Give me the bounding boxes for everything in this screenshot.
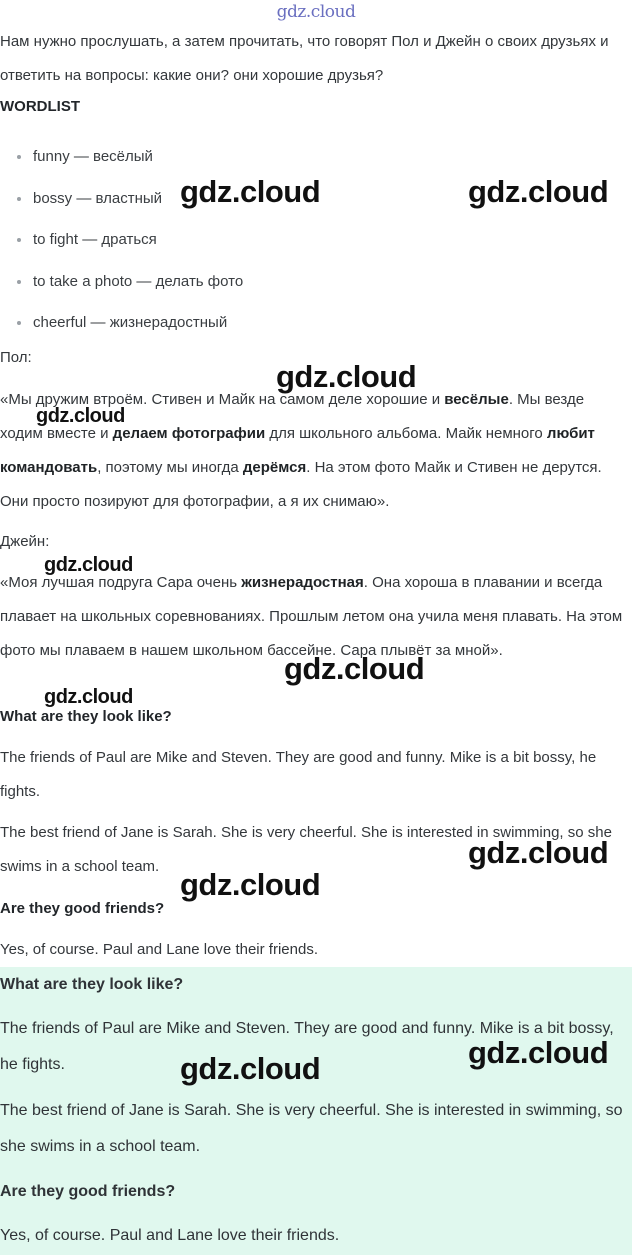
bullet-icon <box>17 238 21 242</box>
watermark: gdz.cloud <box>468 1035 609 1070</box>
wordlist-title: WORDLIST <box>0 98 80 115</box>
watermark: gdz.cloud <box>44 686 133 708</box>
watermark: gdz.cloud <box>180 1051 321 1086</box>
paul-text: «Мы дружим втроём. Стивен и Майк на самом деле хорошие и весёлые. Мы везде ходим вместе и делаем фотографии для школьного альбома. Майк немного любит командовать, поэтому мы иногда дерёмся. На этом фото Майк и Стивен не дерутся. Они просто позируют для фотографии, а я их снимаю». <box>0 391 602 510</box>
answer-jane-friend: The best friend of Jane is Sarah. She is very cheerful. She is interested in swimming, so she swims in a school team. <box>0 824 612 875</box>
answer-jane-friend: The best friend of Jane is Sarah. She is very cheerful. She is interested in swimming, so she swims in a school team. <box>0 1102 623 1155</box>
answer-highlight-block <box>0 967 632 1255</box>
intro-text: Нам нужно прослушать, а затем прочитать, что говорят Пол и Джейн о своих друзьях и ответить на вопросы: какие они? они хорошие друзья? <box>0 33 609 84</box>
watermark: gdz.cloud <box>180 174 321 209</box>
watermark: gdz.cloud <box>180 867 321 902</box>
jane-text: «Моя лучшая подруга Сара очень жизнерадостная. Она хороша в плавании и всегда плавает на школьных соревнованиях. Прошлым летом она учила меня плавать. На этом фото мы плаваем в нашем школьном бассейне. Сара плывёт за мной». <box>0 574 623 659</box>
answer-good-friends: Yes, of course. Paul and Lane love their friends. <box>0 1227 340 1244</box>
bullet-icon <box>17 155 21 159</box>
question-appearance: What are they look like? <box>0 976 184 993</box>
wordlist-item: funny — весёлый <box>0 140 632 182</box>
wordlist-item: bossy — властный <box>0 182 632 224</box>
watermark: gdz.cloud <box>276 359 417 394</box>
bullet-icon <box>17 280 21 284</box>
bullet-icon <box>17 321 21 325</box>
watermark: gdz.cloud <box>468 835 609 870</box>
question-good-friends: Are they good friends? <box>0 1183 176 1200</box>
watermark: gdz.cloud <box>468 174 609 209</box>
watermark: gdz.cloud <box>284 651 425 686</box>
wordlist-item: to fight — драться <box>0 223 632 265</box>
wordlist-item: to take a photo — делать фото <box>0 265 632 307</box>
site-logo[interactable]: gdz.cloud <box>276 2 356 22</box>
bullet-icon <box>17 197 21 201</box>
answer-paul-friends: The friends of Paul are Mike and Steven. They are good and funny. Mike is a bit bossy, he fights. <box>0 1020 614 1073</box>
wordlist <box>0 140 632 348</box>
watermark: gdz.cloud <box>44 554 133 576</box>
answer-paul-friends: The friends of Paul are Mike and Steven. They are good and funny. Mike is a bit bossy, he fights. <box>0 749 597 800</box>
question-appearance: What are they look like? <box>0 708 172 725</box>
question-good-friends: Are they good friends? <box>0 900 165 917</box>
watermark: gdz.cloud <box>36 405 125 427</box>
answer-good-friends: Yes, of course. Paul and Lane love their friends. <box>0 941 318 958</box>
jane-label: Джейн: <box>0 533 50 550</box>
paul-label: Пол: <box>0 349 32 366</box>
wordlist-item: cheerful — жизнерадостный <box>0 306 632 348</box>
